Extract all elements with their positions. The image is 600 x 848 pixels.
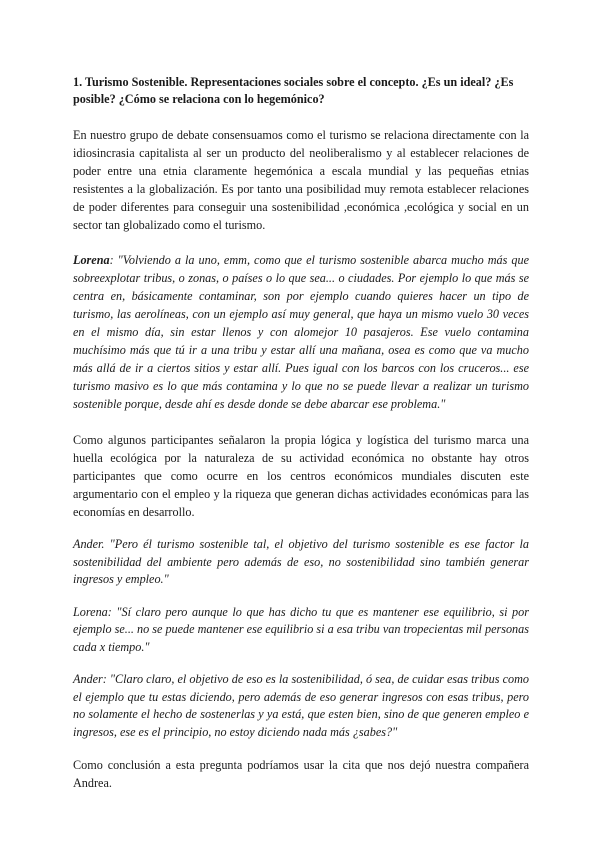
section-heading: 1. Turismo Sostenible. Representaciones sociales sobre el concepto. ¿Es un ideal? ¿Es posible? ¿Cómo se relaciona con lo hegemónico?	[73, 75, 514, 106]
conclusion-paragraph: Como conclusión a esta pregunta podríamos usar la cita que nos dejó nuestra compañera Andrea.	[73, 758, 529, 790]
quote-lorena-1	[73, 251, 529, 413]
analysis-paragraph: Como algunos participantes señalaron la propia lógica y logística del turismo marca una huella ecológica por la naturaleza de su actividad económica no obstante hay otros participantes que como ocurre en los centros económicos mundiales discuten este argumentario con el empleo y la riqueza que generan dichas actividades económicas para las economías en desarrollo.	[73, 433, 529, 519]
speaker-name: Lorena	[73, 253, 110, 267]
intro-paragraph: En nuestro grupo de debate consensuamos como el turismo se relaciona directamente con la idiosincrasia capitalista al ser un producto del neoliberalismo y al establecer relaciones de poder entre una etnia claramente hegemónica a escala mundial y las pequeñas etnias resistentes a la globalización. Es por tanto una posibilidad muy remota establecer relaciones de poder diferentes para conseguir una sostenibilidad ,económica ,ecológica y social en un sector tan globalizado como el turismo.	[73, 128, 529, 232]
quote-text: : "Volviendo a la uno, emm, como que el turismo sostenible abarca mucho más que sobreexplotar tribus, o zonas, o países o lo que sea... o ciudades. Por ejemplo lo que más se centra en, básicamente contaminar, son por ejemplo cuando quieres hacer un tipo de turismo, las aerolíneas, con un ejemplo así muy general, que haya un mismo vuelo 30 veces en el mismo día, sin estar llenos y con alomejor 10 pasajeros. Ese vuelo contamina muchísimo más que tú ir a una tribu y estar allí una mañana, osea es como que va mucho más allá de ir a ciertos sitios y estar allí. Pues igual con los barcos con los cruceros... ese turismo masivo es lo que más contamina y lo que no se puede llevar a realizar un turismo sostenible porque, desde ahí es desde donde se debe abarcar ese problema."	[73, 253, 529, 411]
quote-ander-2: Ander: "Claro claro, el objetivo de eso es la sostenibilidad, ó sea, de cuidar esas tribus como el ejemplo que tu estas diciendo, pero además de eso generar ingresos con esas tribus, pero no solamente el hecho de sostenerlas y ya está, que esten bien, sino de que generen empleo e ingresos, ese es el principio, no estoy diciendo nada más ¿sabes?"	[73, 672, 529, 739]
quote-lorena-2: Lorena: "Sí claro pero aunque lo que has dicho tu que es mantener ese equilibrio, si por ejemplo se... no se puede mantener ese equilibrio si a esa tribu van tropecientas mil personas cada x tiempo."	[73, 604, 529, 654]
document-body	[73, 74, 529, 792]
quote-ander-1: Ander. "Pero él turismo sostenible tal, el objetivo del turismo sostenible es ese factor la sostenibilidad del ambiente pero además de eso, no sostenibilidad sino también generar ingresos y empleo."	[73, 537, 529, 586]
